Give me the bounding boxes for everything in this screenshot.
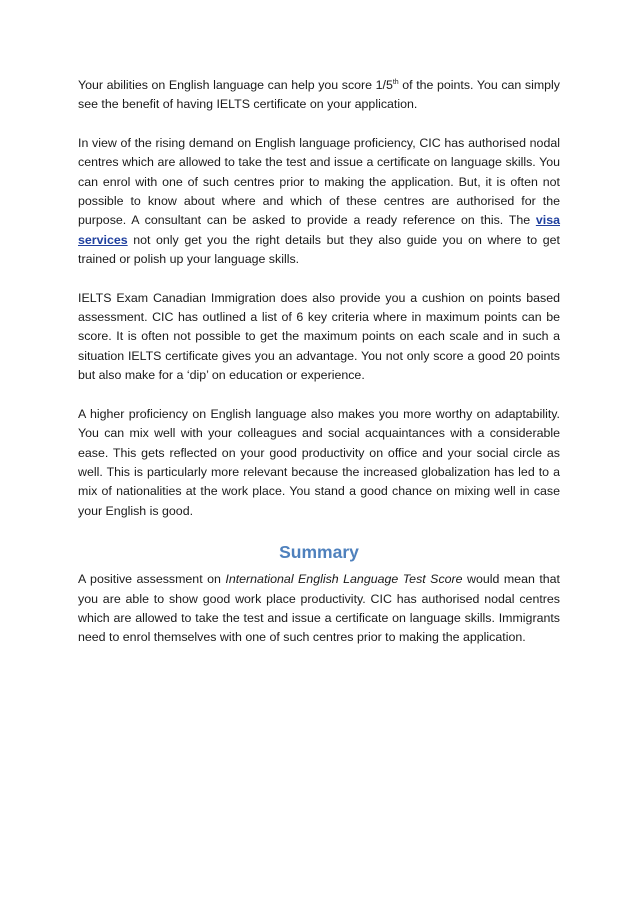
paragraph-ielts-score [78, 76, 560, 115]
emphasis-test-name: International English Language Test Score [225, 572, 463, 587]
paragraph-text: Your abilities on English language can help you score 1/5 [78, 78, 393, 92]
summary-heading: Summary [279, 542, 359, 563]
paragraph-text: would mean that you are able to show good work place productivity. CIC has authorised nodal centres which are allowed to take the test and issue a certificate on language skills. Immigrants need to enrol themselves with one of such centres prior to making the application. [78, 572, 560, 645]
paragraph-text: not only get you the right details but they also guide you on where to get trained or polish up your language skills. [78, 232, 560, 267]
paragraph-nodal-centres [78, 134, 560, 270]
paragraph-adaptability: A higher proficiency on English language also makes you more worthy on adaptability. You can mix well with your colleagues and social acquaintances with a considerable ease. This gets reflected on your good productivity on office and your social circle as well. This is particularly more relevant because the increased globalization has led to a mix of nationalities at the work place. You stand a good chance on mixing well in case your English is good. [78, 406, 560, 518]
paragraph-summary [78, 570, 560, 648]
paragraph-text: A positive assessment on [78, 572, 226, 587]
paragraph-text: of the points. You can simply see the benefit of having IELTS certificate on your application. [78, 78, 560, 112]
visa-services-link[interactable]: visa services [78, 213, 560, 247]
paragraph-points-assessment: IELTS Exam Canadian Immigration does also provide you a cushion on points based assessment. CIC has outlined a list of 6 key criteria where in maximum points can be score. It is often not possible to get the maximum points on each scale and in such a situation IELTS certificate gives you an advantage. You not only score a good 20 points but also make for a ‘dip’ on education or experience. [78, 290, 560, 383]
paragraph-text: In view of the rising demand on English language proficiency, CIC has authorised nodal centres which are allowed to take the test and issue a certificate on language skills. You can enrol with one of such centres prior to making the application. But, it is often not possible to know about where and which of these centres are authorised for the purpose. A consultant can be asked to provide a ready reference on this. The [78, 135, 560, 228]
superscript-th: th [392, 78, 399, 86]
